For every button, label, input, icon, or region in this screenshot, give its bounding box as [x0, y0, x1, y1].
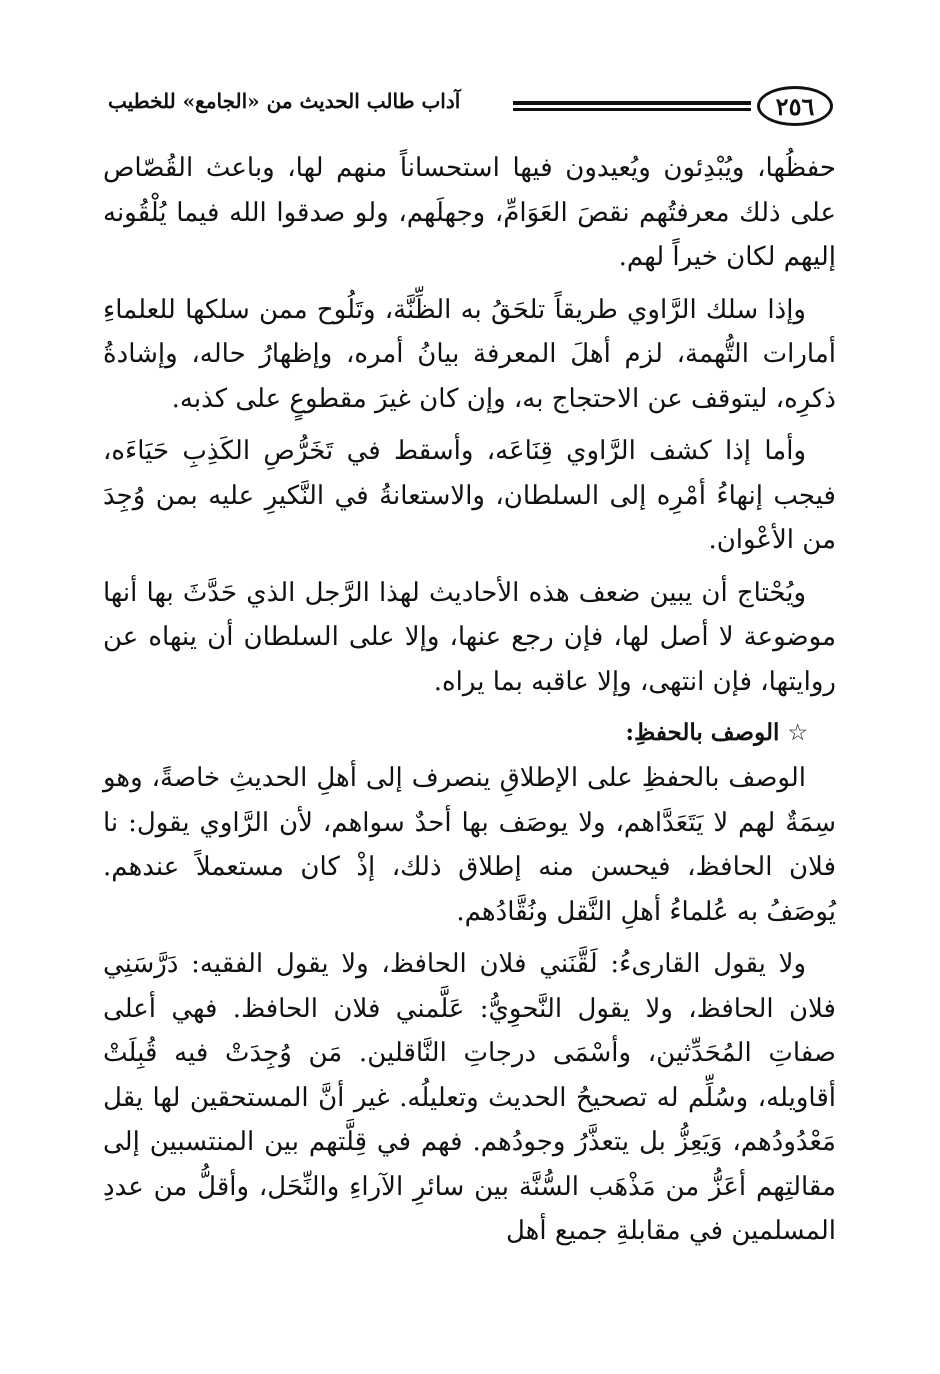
page-number: ٢٥٦: [757, 86, 833, 126]
paragraph-3: وأما إذا كشف الرَّاوي قِنَاعَه، وأسقط في تَخَرُّصِ الكَذِبِ حَيَاءَه، فيجب إنهاءُ أمْرِه إلى السلطان، والاستعانةُ في النَّكيرِ عليه بمن وُجِدَ من الأعْوان.: [103, 436, 836, 555]
header-rule-thick-line: [513, 101, 751, 105]
page-header: [108, 86, 833, 128]
page-body: [103, 146, 836, 1262]
section-heading: [103, 712, 836, 754]
paragraph-5: الوصف بالحفظِ على الإطلاقِ ينصرف إلى أهلِ الحديثِ خاصةً، وهو سِمَةٌ لهم لا يَتَعَدَّاهم، ولا يوصَف بها أحدٌ سواهم، لأن الرَّاوي يقول: نا فلان الحافظ، فيحسن منه إطلاق ذلك، إذْ كان مستعملاً عندهم. يُوصَفُ به عُلماءُ أهلِ النَّقل ونُقَّادُهم.: [103, 763, 836, 927]
paragraph-2: وإذا سلك الرَّاوي طريقاً تلحَقُ به الظِّنَّة، وتَلُوح ممن سلكها للعلماءِ أمارات التُّهمة، لزم أهلَ المعرفة بيانُ أمره، وإظهارُ حاله، وإشادةُ ذكرِه، ليتوقف عن الاحتجاج به، وإن كان غيرَ مقطوعٍ على كذبه.: [103, 294, 836, 414]
header-rule-thin-line: [513, 108, 751, 111]
running-title: آداب طالب الحديث من «الجامع» للخطيب: [108, 89, 461, 113]
star-icon: ☆: [787, 720, 808, 746]
paragraph-4: ويُحْتاج أن يبين ضعف هذه الأحاديث لهذا الرَّجل الذي حَدَّثَ بها أنها موضوعة لا أصل لها، فإن رجع عنها، وإلا على السلطان أن ينهاه عن روايتها، فإن انتهى، وإلا عاقبه بما يراه.: [103, 577, 836, 697]
paragraph-1: حفظُها، ويُبْدِئون ويُعيدون فيها استحساناً منهم لها، وباعث القُصّاص على ذلك معرفتُهم نقصَ العَوَامِّ، وجهلَهم، ولو صدقوا الله فيما يُلْقُونه إليهم لكان خيراً لهم.: [103, 153, 836, 272]
section-heading-text: الوصف بالحفظِ:: [625, 719, 780, 746]
paragraph-6: ولا يقول القارىءُ: لَقَّنَني فلان الحافظ، ولا يقول الفقيه: دَرَّسَنِي فلان الحافظ، ولا يقول النَّحوِيُّ: عَلَّمني فلان الحافظ. فهي أعلى صفاتِ المُحَدِّثين، وأسْمَى درجاتِ النَّاقلين. مَن وُجِدَتْ فيه قُبِلَتْ أقاويله، وسُلِّم له تصحيحُ الحديث وتعليلُه. غير أنَّ المستحقين لها يقل مَعْدُودُهم، وَيَعِزُّ بل يتعذَّرُ وجودُهم. فهم في قِلَّتهم بين المنتسبين إلى مقالتِهم أعَزُّ من مَذْهَب السُّنَّة بين سائرِ الآراءِ والنِّحَل، وأقلُّ من عددِ المسلمين في مقابلةِ جميع أهل: [103, 949, 836, 1246]
